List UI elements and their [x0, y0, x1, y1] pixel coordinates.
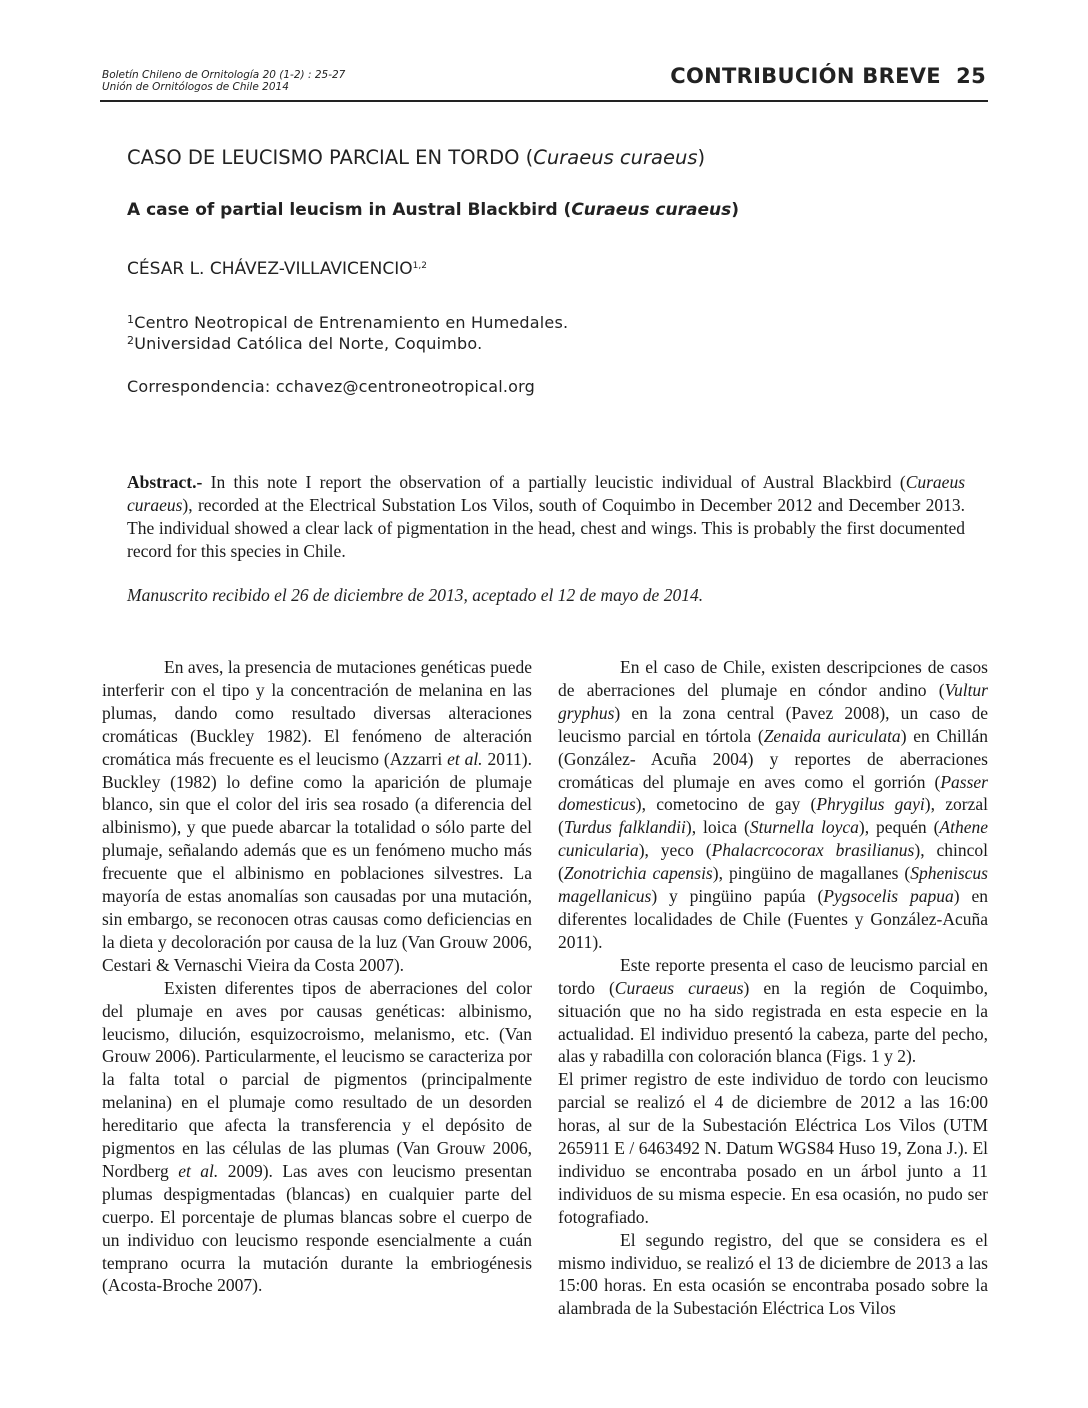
manuscript-dates: Manuscrito recibido el 26 de diciembre de 2013, aceptado el 12 de mayo de 2014. — [127, 585, 704, 605]
affiliation-1-text: Centro Neotropical de Entrenamiento en Humedales. — [134, 313, 569, 332]
left-paragraph-2 — [102, 977, 532, 1298]
title-english — [127, 200, 739, 220]
left-column — [102, 656, 532, 1297]
affiliation-2 — [127, 334, 482, 353]
journal-citation — [102, 69, 345, 93]
page-number: 25 — [956, 64, 986, 88]
text-span: 2011). Buckley (1982) lo define como la aparición de plumaje blanco, sin que el color del iris sea rosado (a diferencia del albinismo), y que puede abarcar la totalidad o sólo parte del plumaje, señalando además que es un fenómeno mucho más frecuente que el albinismo en poblaciones silvestres. La mayoría de estas anomalías son causadas por una mutación, sin embargo, se reconocen otras causas como deficiencias en la dieta y decoloración por causa de la luz (Van Grouw 2006, Cestari & Vernaschi Vieira da Costa 2007). — [102, 748, 532, 975]
species-name: Zenaida auriculata — [763, 725, 901, 746]
species-name: Vultur gryphus — [558, 679, 988, 723]
correspondence: Correspondencia: cchavez@centroneotropical.org — [127, 377, 535, 396]
text-span: ), chincol ( — [558, 840, 989, 884]
text-span: ), loica ( — [685, 817, 750, 838]
affiliation-2-number: 2 — [127, 334, 135, 347]
text-span: ), pequén ( — [858, 817, 940, 838]
affiliation-1-number: 1 — [127, 313, 135, 326]
et-al: et al. — [447, 748, 483, 769]
title-en-species: Curaeus curaeus — [571, 200, 732, 220]
author-affiliation-marks: 1,2 — [412, 261, 427, 271]
species-name: Turdus falklandii — [563, 817, 686, 838]
right-column — [558, 656, 988, 1320]
affiliation-1 — [127, 313, 568, 332]
species-name: Phalacrcocorax brasilianus — [711, 840, 915, 861]
text-span: ), zorzal ( — [558, 794, 988, 838]
title-es-species: Curaeus curaeus — [533, 146, 698, 169]
title-es-close: ) — [697, 146, 706, 169]
text-span: ) en Chillán (González- Acuña 2004) y reportes de aberraciones cromáticas del plumaje en aves como el gorrión ( — [558, 725, 988, 792]
abstract-text-1: In this note I report the observation of a partially leucistic individual of Austral Blackbird ( — [202, 472, 906, 492]
abstract-species: Curaeus curaeus — [127, 472, 965, 515]
abstract-text-2: ), recorded at the Electrical Substation Los Vilos, south of Coquimbo in December 2012 and December 2013. The individual showed a clear lack of pigmentation in the head, chest and wings. This is probably the first documented record for this species in Chile. — [127, 495, 965, 561]
text-span: ) en la región de Coquimbo, situación que no ha sido registrada en esta especie en la actualidad. El individuo presentó la cabeza, parte del pecho, alas y rabadilla con coloración blanca (Figs. 1 y 2). — [558, 977, 988, 1067]
right-paragraph-2 — [558, 954, 988, 1069]
text-span: Existen diferentes tipos de aberraciones del color del plumaje en aves por causas genéticas: albinismo, leucismo, dilución, esquizocroismo, melanismo, etc. (Van Grouw 2006). Particularmente, el leucismo se caracteriza por la falta total o parcial de pigmentos (principalmente melanina) en el plumaje como resultado de un desorden hereditario que afecta la transferencia y el depósito de pigmentos en las células de las plumas (Van Grouw 2006, Nordberg — [102, 977, 532, 1181]
text-span: En el caso de Chile, existen descripciones de casos de aberraciones del plumaje en cóndor andino ( — [558, 657, 988, 700]
right-paragraph-4: El segundo registro, del que se considera es el mismo individuo, se realizó el 13 de diciembre de 2013 a las 15:00 horas. En esta ocasión se encontraba posado sobre la alambrada de la Subestación Eléctrica Los Vilos — [558, 1229, 988, 1319]
journal-line-2: Unión de Ornitólogos de Chile 2014 — [102, 81, 289, 93]
section-header — [670, 64, 986, 88]
title-en-close: ) — [731, 200, 739, 220]
author — [127, 259, 427, 279]
species-name: Curaeus curaeus — [614, 977, 744, 998]
title-en-text: A case of partial leucism in Austral Blackbird ( — [127, 200, 572, 220]
text-span: ) en diferentes localidades de Chile (Fuentes y González-Acuña 2011). — [558, 886, 988, 952]
species-name: Passer domesticus — [558, 771, 988, 815]
abstract-label: Abstract.- — [127, 472, 203, 492]
text-span: ) en la zona central (Pavez 2008), un caso de leucismo parcial en tórtola ( — [558, 702, 988, 746]
header-rule — [100, 100, 988, 102]
right-paragraph-1 — [558, 656, 988, 954]
author-name: CÉSAR L. CHÁVEZ-VILLAVICENCIO — [127, 259, 413, 279]
et-al: et al. — [178, 1160, 219, 1181]
species-name: Phrygilus gayi — [816, 794, 925, 815]
right-paragraph-3: El primer registro de este individuo de tordo con leucismo parcial se realizó el 4 de diciembre de 2012 a las 16:00 horas, al sur de la Subestación Eléctrica Los Vilos (UTM 265911 E / 6463492 N. Datum WGS84 Huso 19, Zona J.). El individuo se encontraba posado en un árbol junto a 11 individuos de su misma especie. En esa ocasión, no pudo ser fotografiado. — [558, 1069, 988, 1227]
text-span: ), pingüino de magallanes ( — [712, 863, 911, 884]
species-name: Spheniscus magellanicus — [558, 863, 988, 907]
species-name: Pygsocelis papua — [823, 886, 954, 907]
title-spanish — [127, 146, 705, 169]
left-paragraph-1 — [102, 656, 532, 977]
text-span: ), cometocino de gay ( — [635, 794, 817, 815]
text-span: Este reporte presenta el caso de leucismo parcial en tordo ( — [558, 954, 988, 998]
text-span: 2009). Las aves con leucismo presentan plumas despigmentadas (blancas) en cualquier parte del cuerpo. El porcentaje de plumas blancas sobre el cuerpo de un individuo con leucismo responde esencialmente a cuán temprano ocurra la mutación durante la embriogénesis (Acosta-Broche 2007). — [102, 1160, 532, 1296]
species-name: Athene cunicularia — [558, 817, 988, 861]
species-name: Zonotrichia capensis — [563, 863, 713, 884]
journal-line-1: Boletín Chileno de Ornitología 20 (1-2) : 25-27 — [102, 69, 346, 81]
species-name: Sturnella loyca — [749, 817, 859, 838]
affiliation-2-text: Universidad Católica del Norte, Coquimbo. — [134, 334, 483, 353]
abstract — [127, 471, 965, 563]
section-label: CONTRIBUCIÓN BREVE — [670, 64, 941, 88]
text-span: ) y pingüino papúa ( — [651, 886, 824, 907]
title-es-text: CASO DE LEUCISMO PARCIAL EN TORDO ( — [127, 146, 534, 169]
text-span: En aves, la presencia de mutaciones genéticas puede interferir con el tipo y la concentración de melanina en las plumas, dando como resultado diversas alteraciones cromáticas (Buckley 1982). El fenómeno de alteración cromática más frecuente es el leucismo (Azzarri — [102, 657, 532, 769]
text-span: ), yeco ( — [638, 840, 712, 861]
